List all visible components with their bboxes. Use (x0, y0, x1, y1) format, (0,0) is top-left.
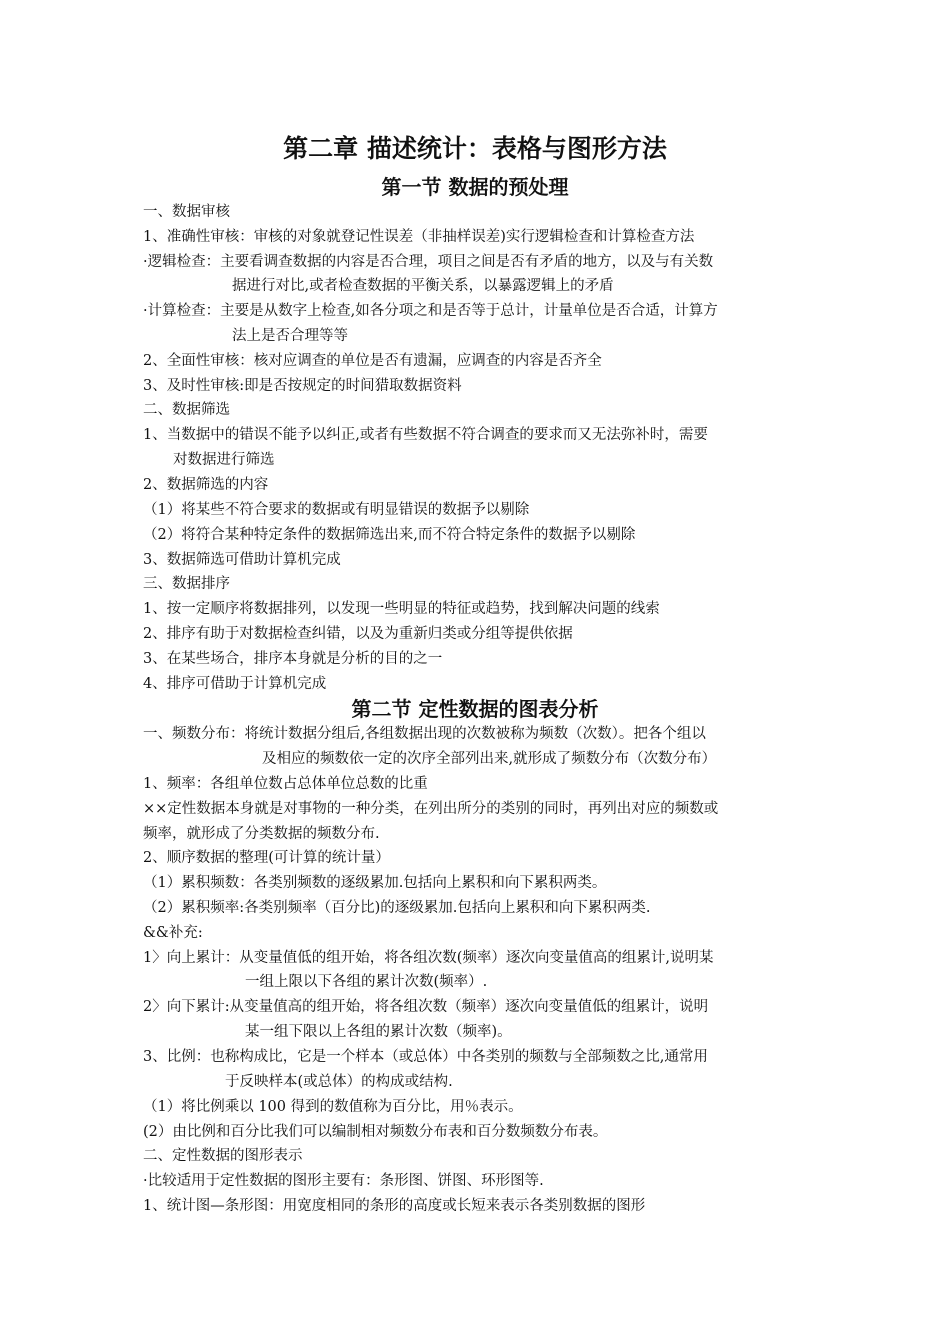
text-line: ·计算检查：主要是从数字上检查,如各分项之和是否等于总计，计量单位是否合适，计算方 (143, 303, 718, 319)
text-line: 1、准确性审核：审核的对象就登记性误差（非抽样误差)实行逻辑检查和计算检查方法 (143, 229, 695, 245)
text-line: 3、及时性审核:即是否按规定的时间猎取数据资料 (143, 378, 462, 394)
text-line: 2、排序有助于对数据检查纠错，以及为重新归类或分组等提供依据 (143, 626, 573, 642)
text-line: ·逻辑检查：主要看调查数据的内容是否合理，项目之间是否有矛盾的地方，以及与有关数 (143, 254, 714, 270)
text-line: 一组上限以下各组的累计次数(频率）. (245, 974, 488, 990)
text-line: 3、在某些场合，排序本身就是分析的目的之一 (143, 651, 443, 667)
text-line: （1）累积频数：各类别频数的逐级累加.包括向上累积和向下累积两类。 (143, 875, 607, 891)
text-line: （2）将符合某种特定条件的数据筛选出来,而不符合特定条件的数据予以剔除 (143, 527, 636, 543)
heading-line: 三、数据排序 (143, 576, 230, 592)
text-line: 及相应的频数依一定的次序全部列出来,就形成了频数分布（次数分布） (262, 751, 717, 767)
text-line: 于反映样本(或总体）的构成或结构. (225, 1074, 453, 1090)
text-line: 一、频数分布：将统计数据分组后,各组数据出现的次数被称为频数（次数）。把各个组以 (143, 726, 706, 742)
chapter-title: 第二章 描述统计：表格与图形方法 (283, 134, 667, 163)
text-line: 1、统计图—条形图：用宽度相同的条形的高度或长短来表示各类别数据的图形 (143, 1198, 646, 1214)
text-line: 4、排序可借助于计算机完成 (143, 676, 327, 692)
text-line: 2、数据筛选的内容 (143, 477, 269, 493)
text-line: 法上是否合理等等 (232, 328, 348, 344)
text-line: 2、顺序数据的整理(可计算的统计量） (143, 850, 390, 866)
text-line: 2〉向下累计:从变量值高的组开始，将各组次数（频率）逐次向变量值低的组累计，说明 (143, 999, 709, 1015)
text-line: 3、数据筛选可借助计算机完成 (143, 552, 341, 568)
text-line: 某一组下限以上各组的累计次数（频率)。 (245, 1024, 512, 1040)
text-line: （1）将某些不符合要求的数据或有明显错误的数据予以剔除 (143, 502, 530, 518)
text-line: 频率，就形成了分类数据的频数分布. (143, 826, 380, 842)
text-line: （2）累积频率:各类别频率（百分比)的逐级累加.包括向上累积和向下累积两类. (143, 900, 651, 916)
section-title: 第二节 定性数据的图表分析 (351, 697, 599, 721)
text-line: 3、比例：也称构成比，它是一个样本（或总体）中各类别的频数与全部频数之比,通常用 (143, 1049, 708, 1065)
text-line: 1、当数据中的错误不能予以纠正,或者有些数据不符合调查的要求而又无法弥补时，需要 (143, 427, 708, 443)
text-line: ××定性数据本身就是对事物的一种分类，在列出所分的类别的同时，再列出对应的频数或 (143, 801, 719, 817)
section-title: 第一节 数据的预处理 (381, 175, 569, 199)
text-line: 据进行对比,或者检查数据的平衡关系，以暴露逻辑上的矛盾 (232, 278, 614, 294)
text-line: （1）将比例乘以 100 得到的数值称为百分比，用％表示。 (143, 1099, 523, 1115)
heading-line: 一、数据审核 (143, 204, 230, 220)
text-line: &&补充: (143, 925, 203, 941)
text-line: ·比较适用于定性数据的图形主要有：条形图、饼图、环形图等. (143, 1173, 544, 1189)
heading-line: 二、定性数据的图形表示 (143, 1148, 303, 1164)
text-line: 1、频率：各组单位数占总体单位总数的比重 (143, 776, 428, 792)
text-line: (2）由比例和百分比我们可以编制相对频数分布表和百分数频数分布表。 (143, 1124, 608, 1140)
text-line: 对数据进行筛选 (173, 452, 275, 468)
text-line: 1〉向上累计：从变量值低的组开始，将各组次数(频率）逐次向变量值高的组累计,说明某 (143, 950, 714, 966)
text-line: 2、全面性审核：核对应调查的单位是否有遗漏，应调查的内容是否齐全 (143, 353, 602, 369)
text-line: 1、按一定顺序将数据排列，以发现一些明显的特征或趋势，找到解决问题的线索 (143, 601, 660, 617)
heading-line: 二、数据筛选 (143, 402, 230, 418)
